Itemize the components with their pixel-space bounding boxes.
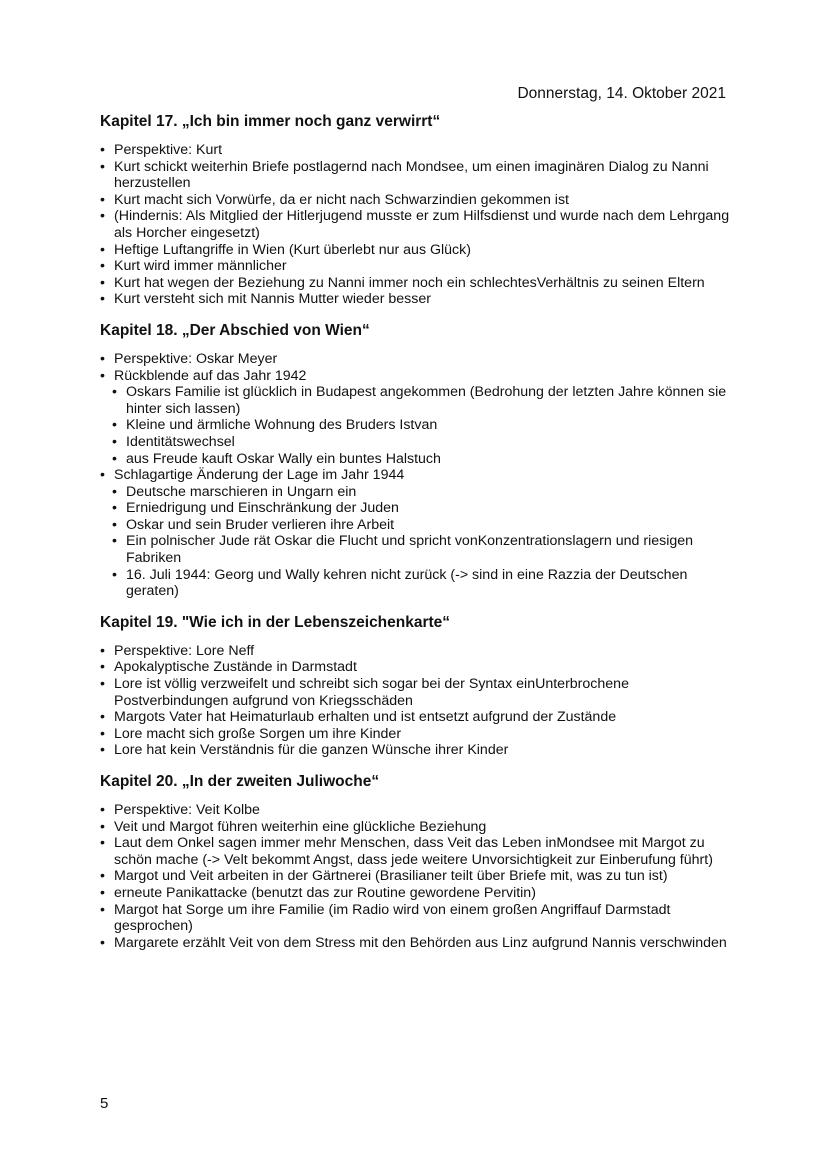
list-item: • Oskars Familie ist glücklich in Budapest angekommen (Bedrohung der letzten Jahre können sie hinter sich lassen): [112, 384, 730, 417]
sub-bullet-list: [112, 384, 730, 467]
list-item: • Rückblende auf das Jahr 1942: [100, 368, 730, 385]
list-item: • Apokalyptische Zustände in Darmstadt: [100, 659, 730, 676]
list-item: • erneute Panikattacke (benutzt das zur Routine gewordene Pervitin): [100, 885, 730, 902]
list-item: • Margots Vater hat Heimaturlaub erhalten und ist entsetzt aufgrund der Zustände: [100, 709, 730, 726]
list-item: • Margarete erzählt Veit von dem Stress mit den Behörden aus Linz aufgrund Nannis verschwinden: [100, 935, 730, 952]
list-item: • Kurt hat wegen der Beziehung zu Nanni immer noch ein schlechtesVerhältnis zu seinen Eltern: [100, 275, 730, 292]
list-item: • Kleine und ärmliche Wohnung des Bruders Istvan: [112, 417, 730, 434]
list-item: • Kurt macht sich Vorwürfe, da er nicht nach Schwarzindien gekommen ist: [100, 192, 730, 209]
chapter-title: Kapitel 19. "Wie ich in der Lebenszeichenkarte“: [100, 613, 451, 631]
bullet-list: [100, 643, 730, 759]
list-item: • Oskar und sein Bruder verlieren ihre Arbeit: [112, 517, 730, 534]
page-number: 5: [100, 1095, 109, 1112]
list-item: • Veit und Margot führen weiterhin eine glückliche Beziehung: [100, 819, 730, 836]
list-item: • 16. Juli 1944: Georg und Wally kehren nicht zurück (-> sind in eine Razzia der Deutschen geraten): [112, 567, 730, 600]
date-header: Donnerstag, 14. Oktober 2021: [517, 85, 726, 102]
list-item: • Deutsche marschieren in Ungarn ein: [112, 484, 730, 501]
list-item: • Margot und Veit arbeiten in der Gärtnerei (Brasilianer teilt über Briefe mit, was zu tun ist): [100, 868, 730, 885]
chapter-title: Kapitel 20. „In der zweiten Juliwoche“: [100, 773, 380, 790]
list-item: • (Hindernis: Als Mitglied der Hitlerjugend musste er zum Hilfsdienst und wurde nach dem Lehrgang als Horcher eingesetzt): [100, 208, 730, 241]
chapter-title: Kapitel 17. „Ich bin immer noch ganz verwirrt“: [100, 113, 441, 130]
list-item: • Perspektive: Kurt: [100, 142, 730, 159]
list-item: • Lore macht sich große Sorgen um ihre Kinder: [100, 726, 730, 743]
chapter-title: Kapitel 18. „Der Abschied von Wien“: [100, 321, 370, 339]
bullet-list: [100, 467, 730, 484]
list-item: • Kurt schickt weiterhin Briefe postlagernd nach Mondsee, um einen imaginären Dialog zu Nanni herzustellen: [100, 159, 730, 192]
chapter-20: [100, 772, 730, 951]
list-item: • Perspektive: Lore Neff: [100, 643, 730, 660]
bullet-list: [100, 351, 730, 384]
list-item: • Laut dem Onkel sagen immer mehr Menschen, dass Veit das Leben inMondsee mit Margot zu schön mache (-> Velt bekommt Angst, dass jede weitere Unvorsichtigkeit zur Einberufung führt): [100, 835, 730, 868]
list-item: • Perspektive: Veit Kolbe: [100, 802, 730, 819]
list-item: • Lore ist völlig verzweifelt und schreibt sich sogar bei der Syntax einUnterbrochene Postverbindungen aufgrund von Kriegsschäden: [100, 676, 730, 709]
list-item: • Schlagartige Änderung der Lage im Jahr 1944: [100, 467, 730, 484]
chapter-17: [100, 112, 730, 308]
list-item: • Perspektive: Oskar Meyer: [100, 351, 730, 368]
spacer: [100, 759, 730, 772]
list-item: • Lore hat kein Verständnis für die ganzen Wünsche ihrer Kinder: [100, 742, 730, 759]
list-item: • aus Freude kauft Oskar Wally ein buntes Halstuch: [112, 451, 730, 468]
sub-bullet-list: [112, 484, 730, 600]
chapter-19: [100, 613, 730, 759]
bullet-list: [100, 142, 730, 308]
bullet-list: [100, 802, 730, 951]
list-item: • Margot hat Sorge um ihre Familie (im Radio wird von einem großen Angriffauf Darmstadt gesprochen): [100, 902, 730, 935]
list-item: • Identitätswechsel: [112, 434, 730, 451]
spacer: [100, 600, 730, 613]
list-item: • Heftige Luftangriffe in Wien (Kurt überlebt nur aus Glück): [100, 242, 730, 259]
list-item: • Erniedrigung und Einschränkung der Juden: [112, 500, 730, 517]
list-item: • Ein polnischer Jude rät Oskar die Flucht und spricht vonKonzentrationslagern und riesigen Fabriken: [112, 533, 730, 566]
chapter-18: [100, 321, 730, 600]
list-item: • Kurt wird immer männlicher: [100, 258, 730, 275]
content: [100, 112, 730, 951]
list-item: • Kurt versteht sich mit Nannis Mutter wieder besser: [100, 291, 730, 308]
spacer: [100, 308, 730, 321]
